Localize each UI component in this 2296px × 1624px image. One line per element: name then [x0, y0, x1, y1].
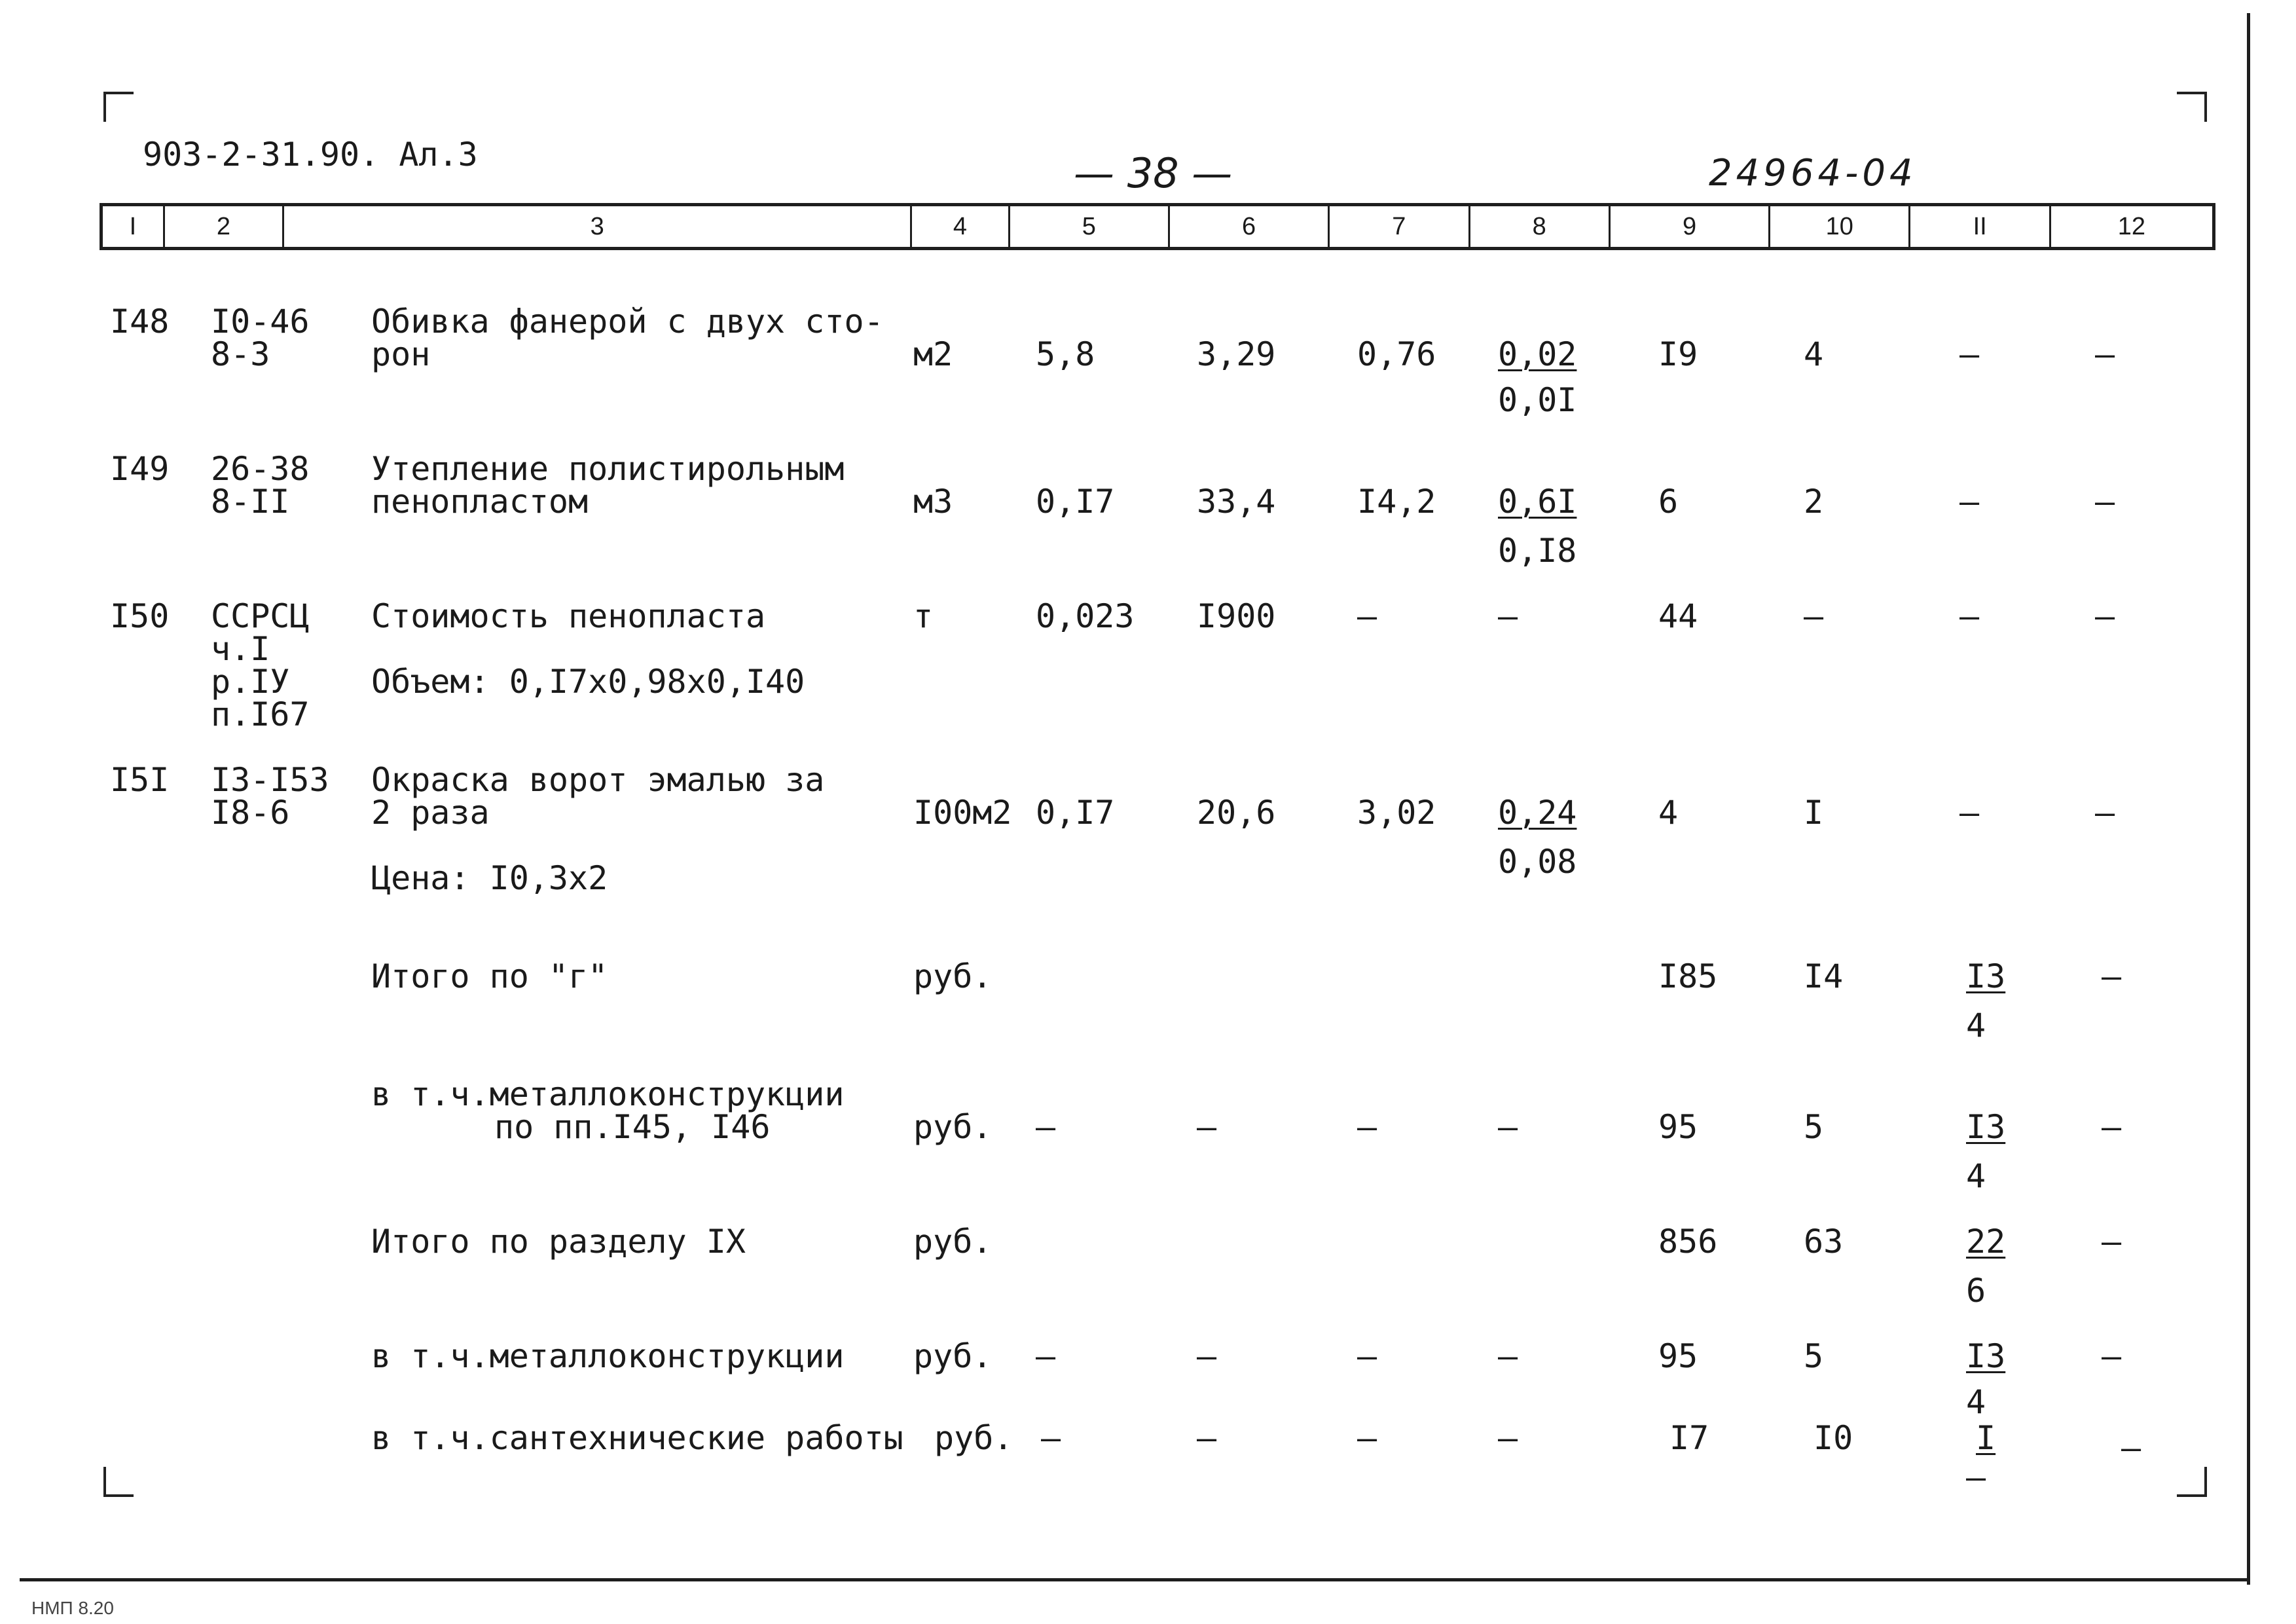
row-note: Объем: 0,I7х0,98х0,I40 — [371, 663, 805, 701]
total-description-line: в т.ч.металлоконструкции — [371, 1337, 845, 1375]
corner-mark-bottom-right — [2177, 1467, 2207, 1497]
row-description-line: пенопластом — [371, 483, 589, 521]
row-col10: I — [1804, 794, 1824, 832]
row-description-line: Обивка фанерой с двух сто- — [371, 303, 884, 341]
total-col12: – — [2102, 1108, 2122, 1146]
total-dash-col7: – — [1357, 1419, 1377, 1457]
total-col11-top: I3 — [1966, 1337, 2006, 1375]
row-col6: I900 — [1197, 597, 1276, 635]
frame-bottom-edge — [20, 1578, 2250, 1581]
col-num-2: 2 — [165, 206, 284, 247]
total-col11-top: I3 — [1966, 957, 2006, 995]
col-num-11: II — [1910, 206, 2050, 247]
row-col11: – — [1959, 597, 1980, 635]
row-col9: 4 — [1658, 794, 1679, 832]
row-code-line: 8-3 — [211, 335, 270, 373]
row-unit: т — [913, 597, 934, 635]
total-col9: I7 — [1669, 1419, 1709, 1457]
row-col9: 6 — [1658, 483, 1679, 521]
row-col12: – — [2095, 794, 2115, 832]
row-col7: – — [1357, 597, 1377, 635]
row-col5: 5,8 — [1036, 335, 1095, 373]
doc-code: 903-2-31.90. Ал.3 — [143, 136, 478, 174]
frame-right-edge — [2247, 13, 2250, 1585]
row-col6: 3,29 — [1197, 335, 1276, 373]
column-number-header — [100, 203, 2215, 250]
row-col8-top: 0,02 — [1498, 335, 1577, 373]
row-col8-bottom: 0,I8 — [1498, 532, 1577, 570]
col-num-5: 5 — [1010, 206, 1170, 247]
total-col11-top: I3 — [1966, 1108, 2006, 1146]
total-col10: 63 — [1804, 1223, 1844, 1261]
total-col11-bottom: 6 — [1966, 1272, 1986, 1310]
col-num-12: 12 — [2117, 212, 2146, 240]
total-col11-bottom: – — [1966, 1458, 1986, 1496]
total-col9: 856 — [1658, 1223, 1718, 1261]
row-col5: 0,I7 — [1036, 483, 1115, 521]
row-code-line: 26-38 — [211, 450, 310, 488]
total-unit: руб. — [913, 1223, 993, 1261]
total-dash-col8: – — [1498, 1337, 1518, 1375]
row-col9: I9 — [1658, 335, 1698, 373]
total-col10: 5 — [1804, 1337, 1824, 1375]
row-col10: 4 — [1804, 335, 1824, 373]
total-unit: руб. — [913, 957, 993, 995]
row-code-line: I0-46 — [211, 303, 310, 341]
row-col5: 0,I7 — [1036, 794, 1115, 832]
total-col11-top: I — [1976, 1419, 1996, 1457]
col-num-1: I — [103, 206, 165, 247]
total-dash-col8: – — [1498, 1108, 1518, 1146]
total-dash-col5: – — [1036, 1337, 1056, 1375]
row-col10: 2 — [1804, 483, 1824, 521]
total-dash-col6: – — [1197, 1337, 1217, 1375]
row-code-line: I8-6 — [211, 794, 290, 832]
inventory-number: 24964-04 — [1709, 152, 1917, 194]
row-col11: – — [1959, 794, 1980, 832]
row-unit: I00м2 — [913, 794, 1012, 832]
total-col12: – — [2102, 1223, 2122, 1261]
total-col12: – — [2102, 1337, 2122, 1375]
col-num-7: 7 — [1330, 206, 1470, 247]
row-note: Цена: I0,3х2 — [371, 859, 608, 897]
row-col9: 44 — [1658, 597, 1698, 635]
row-number: I50 — [110, 597, 170, 635]
form-code: НМП 8.20 — [31, 1598, 114, 1618]
corner-mark-top-left — [103, 92, 134, 122]
row-code-line: 8-II — [211, 483, 290, 521]
row-col7: 0,76 — [1357, 335, 1436, 373]
total-col10: 5 — [1804, 1108, 1824, 1146]
total-dash-col7: – — [1357, 1108, 1377, 1146]
corner-mark-bottom-left — [103, 1467, 134, 1497]
row-description-line: Стоимость пенопласта — [371, 597, 766, 635]
row-number: I48 — [110, 303, 170, 341]
total-col12: – — [2121, 1429, 2141, 1467]
row-col8-bottom: 0,0I — [1498, 381, 1577, 419]
total-dash-col5: – — [1041, 1419, 1061, 1457]
total-dash-col6: – — [1197, 1108, 1217, 1146]
row-code-line: п.I67 — [211, 695, 310, 733]
row-code-line: ССРСЦ — [211, 597, 310, 635]
total-col12: – — [2102, 957, 2122, 995]
total-col10: I4 — [1804, 957, 1844, 995]
col-num-10: 10 — [1770, 206, 1910, 247]
col-num-3: 3 — [284, 206, 912, 247]
total-col11-top: 22 — [1966, 1223, 2006, 1261]
corner-mark-top-right — [2177, 92, 2207, 122]
total-col11-bottom: 4 — [1966, 1157, 1986, 1195]
total-description-line: в т.ч.металлоконструкции — [371, 1075, 845, 1113]
col-num-8: 8 — [1470, 206, 1611, 247]
row-col8-top: – — [1498, 597, 1518, 635]
row-code-line: I3-I53 — [211, 761, 329, 799]
row-code-line: ч.I — [211, 630, 270, 668]
total-unit: руб. — [913, 1108, 993, 1146]
page-number: — 38 — — [1074, 149, 1233, 197]
total-col9: I85 — [1658, 957, 1718, 995]
total-col11-bottom: 4 — [1966, 1006, 1986, 1044]
total-unit: руб. — [934, 1419, 1013, 1457]
row-col5: 0,023 — [1036, 597, 1135, 635]
col-num-4: 4 — [912, 206, 1010, 247]
col-num-6: 6 — [1170, 206, 1330, 247]
total-unit: руб. — [913, 1337, 993, 1375]
row-col8-top: 0,6I — [1498, 483, 1577, 521]
total-col9: 95 — [1658, 1337, 1698, 1375]
row-col11: – — [1959, 335, 1980, 373]
total-description-line: по пп.I45, I46 — [494, 1108, 771, 1146]
row-description-line: рон — [371, 335, 431, 373]
row-col7: I4,2 — [1357, 483, 1436, 521]
row-description-line: 2 раза — [371, 794, 490, 832]
col-num-9: 9 — [1611, 206, 1770, 247]
row-col12: – — [2095, 335, 2115, 373]
row-unit: м3 — [913, 483, 953, 521]
row-col8-bottom: 0,08 — [1498, 843, 1577, 881]
row-unit: м2 — [913, 335, 953, 373]
row-col7: 3,02 — [1357, 794, 1436, 832]
total-dash-col8: – — [1498, 1419, 1518, 1457]
total-col9: 95 — [1658, 1108, 1698, 1146]
row-description-line: Утепление полистирольным — [371, 450, 845, 488]
total-description-line: Итого по разделу IX — [371, 1223, 746, 1261]
row-col8-top: 0,24 — [1498, 794, 1577, 832]
total-dash-col6: – — [1197, 1419, 1217, 1457]
row-code-line: р.IУ — [211, 663, 290, 701]
row-number: I5I — [110, 761, 170, 799]
total-dash-col7: – — [1357, 1337, 1377, 1375]
row-col6: 20,6 — [1197, 794, 1276, 832]
row-col12: – — [2095, 597, 2115, 635]
row-col6: 33,4 — [1197, 483, 1276, 521]
row-col12: – — [2095, 483, 2115, 521]
total-dash-col5: – — [1036, 1108, 1056, 1146]
total-description-line: Итого по "г" — [371, 957, 608, 995]
row-col11: – — [1959, 483, 1980, 521]
row-col10: – — [1804, 597, 1824, 635]
total-col11-bottom: 4 — [1966, 1383, 1986, 1421]
total-col10: I0 — [1813, 1419, 1853, 1457]
row-number: I49 — [110, 450, 170, 488]
row-description-line: Окраска ворот эмалью за — [371, 761, 825, 799]
total-description-line: в т.ч.сантехнические работы — [371, 1419, 903, 1457]
